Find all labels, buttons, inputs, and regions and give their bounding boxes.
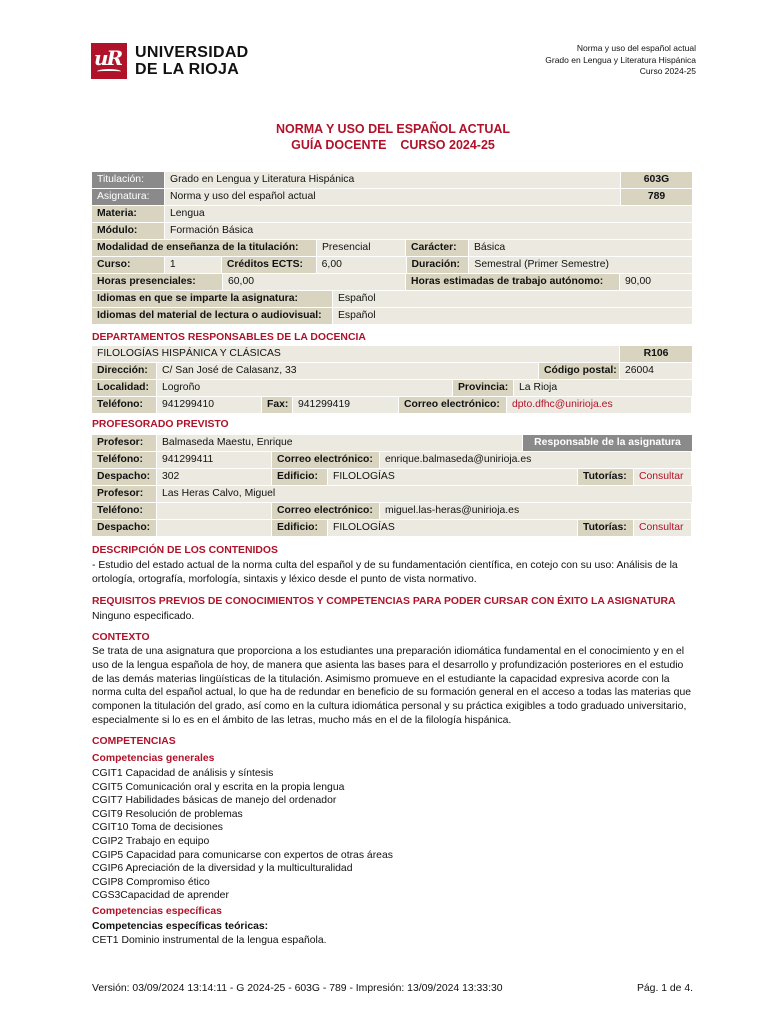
- value-caracter: Básica: [469, 240, 692, 256]
- teachers-table: [92, 435, 692, 537]
- badge-responsable: Responsable de la asignatura: [523, 435, 692, 451]
- label-despacho: Despacho:: [92, 520, 156, 536]
- value-modalidad: Presencial: [317, 240, 405, 256]
- row-departamento: [92, 346, 692, 362]
- row-titulacion: [92, 172, 692, 188]
- label-creditos: Créditos ECTS:: [222, 257, 316, 273]
- value-curso: 1: [165, 257, 221, 273]
- list-item: CGIT9 Resolución de problemas: [92, 808, 243, 820]
- label-modalidad: Modalidad de enseñanza de la titulación:: [92, 240, 316, 256]
- header-degree: Grado en Lengua y Literatura Hispánica: [545, 54, 696, 65]
- subheading-competencias-generales: Competencias generales: [92, 753, 215, 764]
- title-line-1: NORMA Y USO DEL ESPAÑOL ACTUAL: [275, 122, 511, 136]
- value-duracion: Semestral (Primer Semestre): [469, 257, 692, 273]
- university-logo: [91, 43, 249, 79]
- row-modalidad: [92, 240, 692, 256]
- value-correo-2: miguel.las-heras@unirioja.es: [380, 503, 691, 519]
- label-horas-presenciales: Horas presenciales:: [92, 274, 222, 290]
- list-item: CGIP2 Trabajo en equipo: [92, 835, 210, 847]
- footer-version: Versión: 03/09/2024 13:14:11 - G 2024-25 - 603G - 789 - Impresión: 13/09/2024 13:33:30: [92, 983, 503, 994]
- value-despacho-1: 302: [157, 469, 271, 485]
- row-asignatura: [92, 189, 692, 205]
- section-heading-competencias: COMPETENCIAS: [92, 736, 176, 747]
- link-tutorias-1[interactable]: Consultar: [634, 469, 691, 485]
- requisitos-text: Ninguno especificado.: [92, 611, 195, 622]
- row-materia: [92, 206, 692, 222]
- label-duracion: Duración:: [407, 257, 469, 273]
- value-telefono-1: 941299411: [157, 452, 271, 468]
- list-item: CGIT5 Comunicación oral y escrita en la propia lengua: [92, 781, 345, 793]
- label-fax: Fax:: [262, 397, 292, 413]
- list-item: CGIP5 Capacidad para comunicarse con expertos de otras áreas: [92, 849, 393, 861]
- section-heading-departamentos: DEPARTAMENTOS RESPONSABLES DE LA DOCENCIA: [92, 332, 366, 343]
- row-despacho-1: [92, 469, 692, 485]
- title-line-2: GUÍA DOCENTE CURSO 2024-25: [291, 138, 495, 152]
- subheading-competencias-teoricas: Competencias específicas teóricas:: [92, 921, 269, 932]
- value-provincia: La Rioja: [514, 380, 692, 396]
- label-despacho: Despacho:: [92, 469, 156, 485]
- link-correo-dpto[interactable]: dpto.dfhc@unirioja.es: [507, 397, 691, 413]
- label-tutorias: Tutorías:: [578, 520, 633, 536]
- list-item: CGIT10 Toma de decisiones: [92, 822, 223, 834]
- row-telefono-dpto: [92, 397, 692, 413]
- label-idiomas-material: Idiomas del material de lectura o audiovisual:: [92, 308, 332, 324]
- logo-text: [135, 44, 249, 78]
- row-curso: [92, 257, 692, 273]
- subheading-competencias-especificas: Competencias específicas: [92, 906, 222, 917]
- label-direccion: Dirección:: [92, 363, 156, 379]
- label-horas-autonomo: Horas estimadas de trabajo autónomo:: [406, 274, 619, 290]
- header-year: Curso 2024-25: [639, 66, 696, 76]
- list-item: CGIT7 Habilidades básicas de manejo del ordenador: [92, 795, 337, 807]
- value-idiomas-material: Español: [333, 308, 692, 324]
- logo-line-1: UNIVERSIDAD: [135, 44, 249, 61]
- row-idiomas-material: [92, 308, 692, 324]
- list-item: CET1 Dominio instrumental de la lengua española.: [92, 935, 327, 946]
- label-telefono-prof: Teléfono:: [92, 452, 156, 468]
- value-horas-autonomo: 90,00: [620, 274, 692, 290]
- row-profesor-2: [92, 486, 692, 502]
- label-telefono-prof: Teléfono:: [92, 503, 156, 519]
- value-correo-1: enrique.balmaseda@unirioja.es: [380, 452, 691, 468]
- header-info: [545, 43, 696, 78]
- label-codigo-postal: Código postal:: [539, 363, 619, 379]
- value-creditos: 6,00: [317, 257, 406, 273]
- value-telefono-dpto: 941299410: [157, 397, 261, 413]
- competencias-teoricas-list: [92, 934, 327, 948]
- label-correo-dpto: Correo electrónico:: [399, 397, 506, 413]
- document-title: [0, 121, 768, 153]
- code-titulacion: 603G: [621, 172, 692, 188]
- code-asignatura: 789: [621, 189, 692, 205]
- label-profesor: Profesor:: [92, 435, 156, 451]
- competencias-generales-list: [92, 767, 393, 903]
- value-direccion: C/ San José de Calasanz, 33: [157, 363, 538, 379]
- list-item: CGS3Capacidad de aprender: [92, 890, 229, 902]
- value-departamento: FILOLOGÍAS HISPÁNICA Y CLÁSICAS: [92, 346, 619, 362]
- row-idiomas: [92, 291, 692, 307]
- label-tutorias: Tutorías:: [578, 469, 633, 485]
- value-profesor-1: Balmaseda Maestu, Enrique: [157, 435, 522, 451]
- header-subject: Norma y uso del español actual: [576, 43, 696, 53]
- section-heading-requisitos: REQUISITOS PREVIOS DE CONOCIMIENTOS Y COMPETENCIAS PARA PODER CURSAR CON ÉXITO LA ASIGNATURA: [92, 596, 676, 607]
- label-caracter: Carácter:: [406, 240, 468, 256]
- value-materia: Lengua: [165, 206, 692, 222]
- row-telefono-2: [92, 503, 692, 519]
- label-edificio: Edificio:: [272, 520, 327, 536]
- value-telefono-2: [157, 503, 271, 519]
- value-idiomas: Español: [333, 291, 692, 307]
- value-modulo: Formación Básica: [165, 223, 692, 239]
- row-profesor-1: [92, 435, 692, 451]
- label-idiomas: Idiomas en que se imparte la asignatura:: [92, 291, 332, 307]
- link-tutorias-2[interactable]: Consultar: [634, 520, 691, 536]
- row-horas: [92, 274, 692, 290]
- logo-emblem-icon: uR: [91, 43, 127, 79]
- label-localidad: Localidad:: [92, 380, 156, 396]
- label-correo-prof: Correo electrónico:: [272, 452, 379, 468]
- value-codigo-postal: 26004: [620, 363, 692, 379]
- contexto-text: Se trata de una asignatura que proporciona a los estudiantes una preparación idiomática fundamental en el conocimiento y en el uso de la lengua española de hoy, de manera que asienta las bases para el desarrollo y profundización posteriores en el estudio de las demás materias lingüísticas de la titulación. Asimismo promueve en el estudiante la capacidad expresiva acorde con la norma culta del español actual, lo que ha de redundar en beneficio de su formación general en el acceso a todas las materias que componen la titulación del grado, así como en la cultura idiomática personal y su práctica exigibles a todo graduado universitario, especialmente si lo es en el ámbito de las letras, mucho más en el de la filología hispánica.: [92, 646, 691, 726]
- footer-page-number: Pág. 1 de 4.: [636, 983, 693, 994]
- value-localidad: Logroño: [157, 380, 452, 396]
- label-materia: Materia:: [92, 206, 164, 222]
- label-asignatura: Asignatura:: [92, 189, 164, 205]
- section-heading-contexto: CONTEXTO: [92, 632, 150, 643]
- row-despacho-2: [92, 520, 692, 536]
- list-item: CGIP6 Apreciación de la diversidad y la multiculturalidad: [92, 863, 353, 875]
- value-titulacion: Grado en Lengua y Literatura Hispánica: [165, 172, 620, 188]
- list-item: CGIP8 Compromiso ético: [92, 876, 210, 888]
- section-heading-descripcion: DESCRIPCIÓN DE LOS CONTENIDOS: [92, 545, 278, 556]
- section-heading-profesorado: PROFESORADO PREVISTO: [92, 419, 229, 430]
- descripcion-text: - Estudio del estado actual de la norma culta del español y de su fundamentación científica, en cotejo con su uso: Análisis de la ortología, ortografía, morfología, sintaxis y léxico desde el punto de vista normativo.: [92, 560, 678, 585]
- row-modulo: [92, 223, 692, 239]
- value-profesor-2: Las Heras Calvo, Miguel: [157, 486, 692, 502]
- page-footer: [92, 983, 693, 994]
- code-departamento: R106: [620, 346, 692, 362]
- subject-info-table: [92, 172, 692, 325]
- label-edificio: Edificio:: [272, 469, 327, 485]
- label-telefono-dpto: Teléfono:: [92, 397, 156, 413]
- value-despacho-2: [157, 520, 271, 536]
- label-curso: Curso:: [92, 257, 164, 273]
- row-direccion: [92, 363, 692, 379]
- label-modulo: Módulo:: [92, 223, 164, 239]
- value-edificio-2: FILOLOGÍAS: [328, 520, 577, 536]
- list-item: CGIT1 Capacidad de análisis y síntesis: [92, 768, 274, 779]
- value-fax: 941299419: [293, 397, 398, 413]
- label-titulacion: Titulación:: [92, 172, 164, 188]
- value-edificio-1: FILOLOGÍAS: [328, 469, 577, 485]
- department-table: [92, 346, 692, 414]
- value-asignatura: Norma y uso del español actual: [165, 189, 620, 205]
- label-provincia: Provincia:: [453, 380, 513, 396]
- label-correo-prof: Correo electrónico:: [272, 503, 379, 519]
- row-telefono-1: [92, 452, 692, 468]
- row-localidad: [92, 380, 692, 396]
- label-profesor: Profesor:: [92, 486, 156, 502]
- logo-line-2: DE LA RIOJA: [135, 61, 240, 78]
- value-horas-presenciales: 60,00: [223, 274, 405, 290]
